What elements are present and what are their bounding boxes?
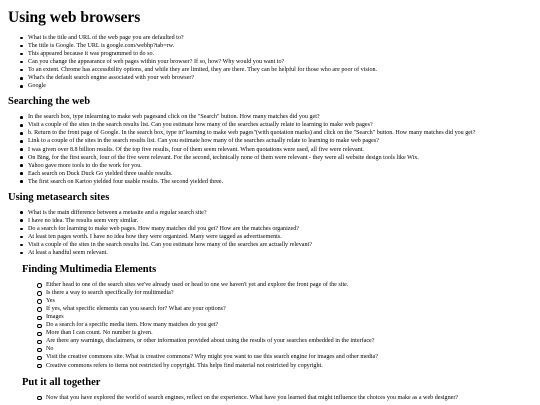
list-item: Is there a way to search specifically for multimedia? xyxy=(46,289,530,297)
list-item: Each search on Duck Duck Go yielded three usable results. xyxy=(28,170,530,178)
list-item: Visit the creative commons site. What is creative commons? Why might you want to use this search engine for images and other media? xyxy=(46,353,530,361)
searching-list xyxy=(8,113,530,185)
list-item: At least ten pages worth. I have no idea how they were organized. Many were tagged as advertisements. xyxy=(28,233,530,241)
list-item: Creative commons refers to items not restricted by copyright. This helps find material not restricted by copyright. xyxy=(46,362,530,370)
list-item: Link to a couple of the sites in the search results list. Can you estimate how many of the searches actually relate to learning to make web pages? xyxy=(28,137,530,145)
list-item: What is the main difference between a metasite and a regular search site? xyxy=(28,209,530,217)
metasearch-list xyxy=(8,209,530,257)
list-item: b. Return to the front page of Google. In the search box, type in"learning to make web pages"(with quotation marks) and click on the "Search" button. How many matches did you get? xyxy=(28,129,530,137)
list-item: Now that you have explored the world of search engines, reflect on the experience. What have you learned that might influence the choices you make as a web designer? xyxy=(46,394,530,402)
list-item: What is the title and URL of the web page you are defaulted to? xyxy=(28,34,530,42)
list-item: Yes xyxy=(46,297,530,305)
put-together-list xyxy=(8,394,530,402)
list-item: Visit a couple of the sites in the search results list. Can you estimate how many of the searches are actually relevant? xyxy=(28,241,530,249)
list-item: On Bing, for the first search, four of the five were relevant. For the second, technically none of them were relevant - they were all website design tools like Wix. xyxy=(28,154,530,162)
list-item: What's the default search engine associated with your web browser? xyxy=(28,74,530,82)
list-item: Either head to one of the search sites we've already used or head to one we haven't yet and explore the front page of the site. xyxy=(46,281,530,289)
list-item: This appeared because it was programmed to do so. xyxy=(28,50,530,58)
list-item: The title is Google. The URL is google.com/webhp?tab=rw. xyxy=(28,42,530,50)
list-item: In the search box, type inlearning to make web pagesand click on the "Search" button. How many matches did you get? xyxy=(28,113,530,121)
list-item: The first search on Kartoo yielded four usable results. The second yielded three. xyxy=(28,178,530,186)
list-item: To an extent. Chrome has accessibility options, and while they are limited, they are there. They can be helpful for those who are poor of vision. xyxy=(28,66,530,74)
list-item: If yes, what specific elements can you search for? What are your options? xyxy=(46,305,530,313)
list-item: Google xyxy=(28,82,530,90)
list-item: Images xyxy=(46,313,530,321)
list-item: More than I can count. No number is given. xyxy=(46,329,530,337)
intro-list xyxy=(8,34,530,90)
list-item: No xyxy=(46,345,530,353)
list-item: Do a search for a specific media item. How many matches do you get? xyxy=(46,321,530,329)
page-title: Using web browsers xyxy=(8,9,141,26)
list-item: I have no idea. The results seem very similar. xyxy=(28,217,530,225)
list-item: Can you change the appearance of web pages within your browser? If so, how? Why would you want to? xyxy=(28,58,530,66)
list-item: Are there any warnings, disclaimers, or other information provided about using the results of your searches embedded in the interface? xyxy=(46,337,530,345)
list-item: I was given over 8.8 billion results. Of the top five results, four of them seem relevant. When quotations were used, all five were relevant. xyxy=(28,146,530,154)
section-heading-searching: Searching the web xyxy=(8,96,91,108)
list-item: At least a handful seem relevant. xyxy=(28,249,530,257)
list-item: Do a search for learning to make web pages. How many matches did you get? How are the matches organized? xyxy=(28,225,530,233)
list-item: Visit a couple of the sites in the search results list. Can you estimate how many of the searches actually relate to learning to make web pages? xyxy=(28,121,530,129)
section-heading-metasearch: Using metasearch sites xyxy=(8,191,110,203)
list-item: Yahoo gave more tools to do the work for you. xyxy=(28,162,530,170)
subsection-heading-multimedia: Finding Multimedia Elements xyxy=(22,264,157,276)
subsection-heading-put-together: Put it all together xyxy=(22,376,101,388)
multimedia-list xyxy=(8,281,530,370)
